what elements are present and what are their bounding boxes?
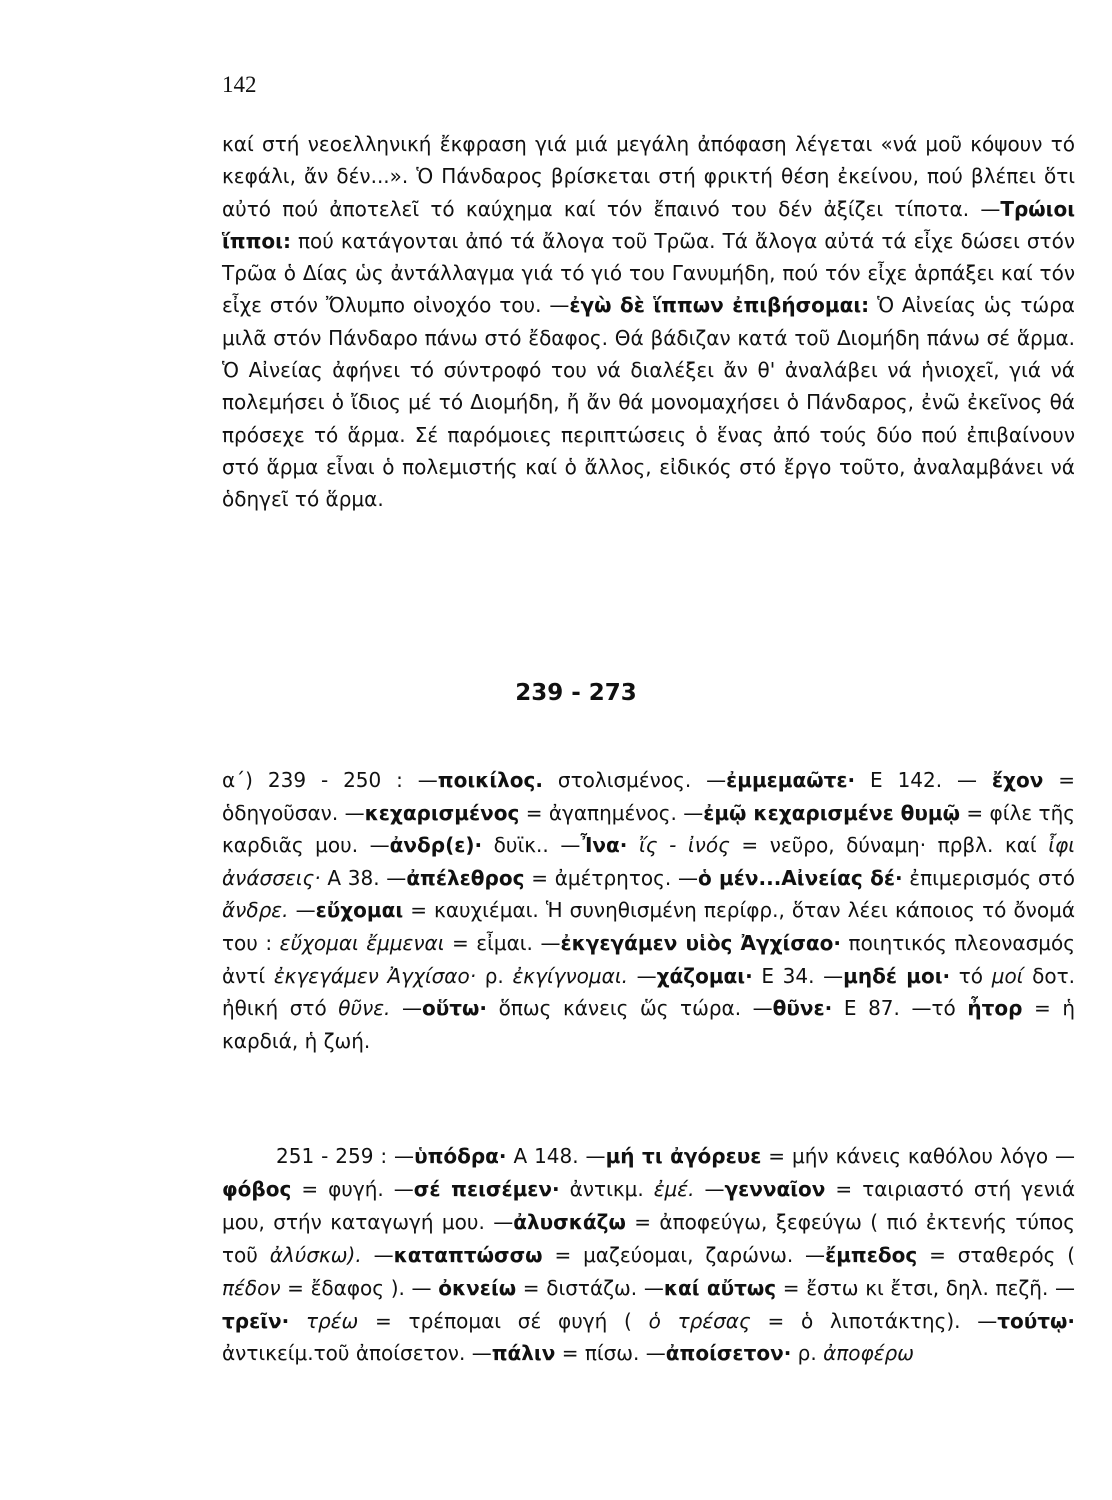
text-run: = ἡ καρδιά, ἡ ζωή. [222, 996, 1076, 1053]
lemma-term: ἔχον [991, 768, 1044, 792]
text-run: ἀντικείμ.τοῦ ἀποίσετον. — [222, 1341, 492, 1366]
italic-citation: πέδον [222, 1275, 281, 1300]
italic-citation: ἴς - ἰνός [639, 833, 730, 858]
lemma-term: ἀνδρ(ε)· [389, 833, 483, 858]
intro-paragraph [222, 128, 1075, 516]
text-run: = ἀποφεύγω, ξεφεύγω ( πιό ἐκτενής τύπος τοῦ [222, 1209, 1075, 1267]
text-run: — [288, 898, 316, 923]
text-run: πού κατάγονται ἀπό τά ἄλογα τοῦ Τρῶα. Τά ἄλογα αὐτά τά εἶχε δώσει στόν Τρῶα ὁ Δίας ὡς ἀντάλλαγμα γιά τό γιό του Γανυμήδη, πού τόν εἶχε ἁρπάξει καί τόν εἶχε στόν Ὄλυμπο οἰνοχόο του. — [222, 228, 1075, 318]
text-run: ὅπως κάνεις ὥς τώρα. — [487, 996, 773, 1021]
lemma-term: ἐγὼ δὲ ἵππων ἐπιβήσομαι: [569, 293, 870, 318]
text-run: — [361, 1242, 394, 1267]
text-run: — [390, 996, 423, 1021]
lemma-term: φόβος [222, 1176, 292, 1201]
lemma-term: γενναῖον [724, 1176, 826, 1201]
text-run: Ε 34. — [752, 963, 844, 988]
lemma-term: θῦνε· [772, 996, 833, 1021]
text-run: — [694, 1176, 725, 1201]
text-run: = σταθερός ( [917, 1242, 1076, 1267]
text-run: = ταιριαστό στή γενιά μου, στήν καταγωγή μου. — [222, 1176, 1076, 1234]
lemma-term: μηδέ μοι· [843, 963, 951, 988]
text-run: = φυγή. — [291, 1176, 414, 1201]
lemma-term: καί αὔτως [663, 1275, 777, 1300]
lemma-term: εὔχομαι [315, 898, 404, 923]
text-run: = νεῦρο, δύναμη· πρβλ. καί [729, 833, 1049, 858]
text-run: ἀντικμ. [559, 1176, 654, 1201]
lemma-term: χάζομαι· [656, 963, 753, 988]
lemma-term: ἀπέλεθρος [406, 865, 525, 890]
lemma-term: μή τι ἀγόρευε [605, 1144, 762, 1168]
italic-citation: ἀποφέρω [823, 1341, 914, 1366]
text-run: = πίσω. — [555, 1341, 666, 1366]
italic-citation: ἐκγεγάμεν Ἀγχίσαο· [273, 963, 477, 988]
lemma-term: καταπτώσσω [393, 1242, 543, 1267]
lemma-term: Ἶνα· [580, 833, 628, 858]
text-run: ρ. [791, 1341, 824, 1366]
italic-citation: εὔχομαι ἔμμεναι [279, 930, 445, 955]
lemma-term: ὀκνείω [438, 1275, 517, 1300]
lemma-term: σέ πεισέμεν· [413, 1176, 560, 1201]
text-run: = ὁ λιποτάκτης). — [750, 1308, 998, 1333]
section-heading: 239 - 273 [515, 680, 637, 706]
text-run: = διστάζω. — [516, 1275, 664, 1300]
text-run: Ε 87. —τό [832, 996, 968, 1021]
lemma-term: ἐμῷ κεχαρισμένε θυμῷ [703, 800, 961, 825]
lemma-term: ἀλυσκάζω [513, 1209, 626, 1234]
text-run [627, 833, 639, 857]
text-run: τό [950, 963, 992, 988]
text-run: α΄) 239 - 250 : — [222, 768, 438, 792]
lemma-term: ποικίλος. [437, 768, 544, 792]
text-run: Α 148. — [506, 1144, 606, 1168]
lemma-term: οὕτω· [422, 996, 488, 1021]
italic-citation: τρέω [305, 1308, 359, 1333]
lemma-term: τούτῳ· [997, 1308, 1075, 1333]
lemma-term: τρεῖν· [222, 1308, 290, 1333]
italic-citation: ὁ τρέσας [648, 1308, 751, 1333]
lemma-term: πάλιν [491, 1341, 556, 1366]
text-run: Ε 142. — [855, 768, 992, 792]
italic-citation: ἐμέ. [653, 1176, 695, 1201]
text-run: = φίλε τῆς καρδιᾶς μου. — [222, 800, 1075, 858]
text-run: στολισμένος. — [543, 768, 727, 792]
text-run: = ἀγαπημένος. — [519, 800, 704, 825]
italic-citation: ἶφι ἀνάσσεις· [222, 833, 1076, 890]
text-run: Ὁ Αἰνείας ὡς τώρα μιλᾶ στόν Πάνδαρο πάνω στό ἔδαφος. Θά βάδιζαν κατά τοῦ Διομήδη πάνω σέ ἅρμα. Ὁ Αἰνείας ἀφήνει τό σύντροφό του νά διαλέξει ἄν θ' ἀναλάβει νά ἡνιοχεῖ, γιά νά πολεμήσει ὁ ἴδιος μέ τό Διομήδη, ἤ ἄν θά μονομαχήσει ὁ Πάνδαρος, ἐνῶ ἐκεῖνος θά πρόσεχε τό ἅρμα. Σέ παρόμοιες περιπτώσεις ὁ ἕνας ἀπό τούς δύο πού ἐπιβαίνουν στό ἅρμα εἶναι ὁ πολεμιστής καί ὁ ἄλλος, εἰδικός στό ἔργο τοῦτο, ἀναλαμβάνει νά ὁδηγεῖ τό ἅρμα. [222, 293, 1075, 512]
text-run: = εἶμαι. — [444, 930, 561, 955]
text-run: Α 38. — [320, 865, 407, 890]
text-run: = ἀμέτρητος. — [524, 865, 698, 890]
lemma-term: ὁ μέν...Αἰνείας δέ· [697, 865, 903, 890]
lemma-term: κεχαρισμένος [364, 800, 520, 825]
commentary-paragraph-239-250 [222, 764, 1075, 1057]
lemma-term: ἔμπεδος [825, 1242, 918, 1267]
italic-citation: ἐκγίγνομαι. [512, 963, 628, 988]
lemma-term: ἐμμεμαῶτε· [726, 768, 856, 792]
commentary-paragraph-251-259 [222, 1140, 1075, 1370]
text-run: = ἔδαφος ). — [280, 1275, 439, 1300]
text-run: 251 - 259 : — [276, 1144, 415, 1168]
lemma-term: ἦτορ [967, 996, 1023, 1021]
lemma-term: Τρώιοι ἵπποι: [222, 196, 1075, 253]
page-number: 142 [222, 72, 257, 97]
text-run: = μήν κάνεις καθόλου λόγο — [761, 1144, 1076, 1168]
text-run: δυϊκ.. — [482, 833, 581, 858]
text-run [289, 1309, 306, 1333]
text-run: = ὁδηγοῦσαν. — [222, 768, 1075, 825]
text-run: δοτ. ἠθική στό [222, 963, 1075, 1021]
italic-citation: θῦνε. [338, 996, 391, 1021]
text-run: = καυχιέμαι. Ἡ συνηθισμένη περίφρ., ὅταν λέει κάποιος τό ὄνομά του : [222, 898, 1075, 955]
lemma-term: ὑπόδρα· [414, 1144, 507, 1168]
text-run: ἐπιμερισμός στό [902, 865, 1075, 890]
text-run: — [627, 963, 657, 988]
italic-citation: μοί [991, 963, 1024, 988]
text-run: καί στή νεοελληνική ἔκφραση γιά μιά μεγάλη ἀπόφαση λέγεται «νά μοῦ κόψουν τό κεφάλι, ἄν δέν...». Ὁ Πάνδαρος βρίσκεται στή φρικτή θέση ἐκείνου, πού βλέπει ὅτι αὐτό πού ἀποτελεῖ τό καύχημα καί τόν ἔπαινό του δέν ἀξίζει τίποτα. — [222, 132, 1075, 221]
lemma-term: ἐκγεγάμεν υἱὸς Ἀγχίσαο· [560, 930, 841, 955]
italic-citation: ἄνδρε. [222, 898, 289, 923]
text-run: = ἔστω κι ἔτσι, δηλ. πεζῆ. — [776, 1275, 1075, 1300]
lemma-term: ἀποίσετον· [665, 1341, 792, 1366]
text-run: = μαζεύομαι, ζαρώνω. — [542, 1242, 826, 1267]
italic-citation: ἀλύσκω). [269, 1242, 362, 1267]
text-run: = τρέπομαι σέ φυγή ( [358, 1308, 649, 1333]
text-run: ρ. [476, 963, 513, 988]
text-run: ποιητικός πλεονασμός ἀντί [222, 930, 1075, 988]
